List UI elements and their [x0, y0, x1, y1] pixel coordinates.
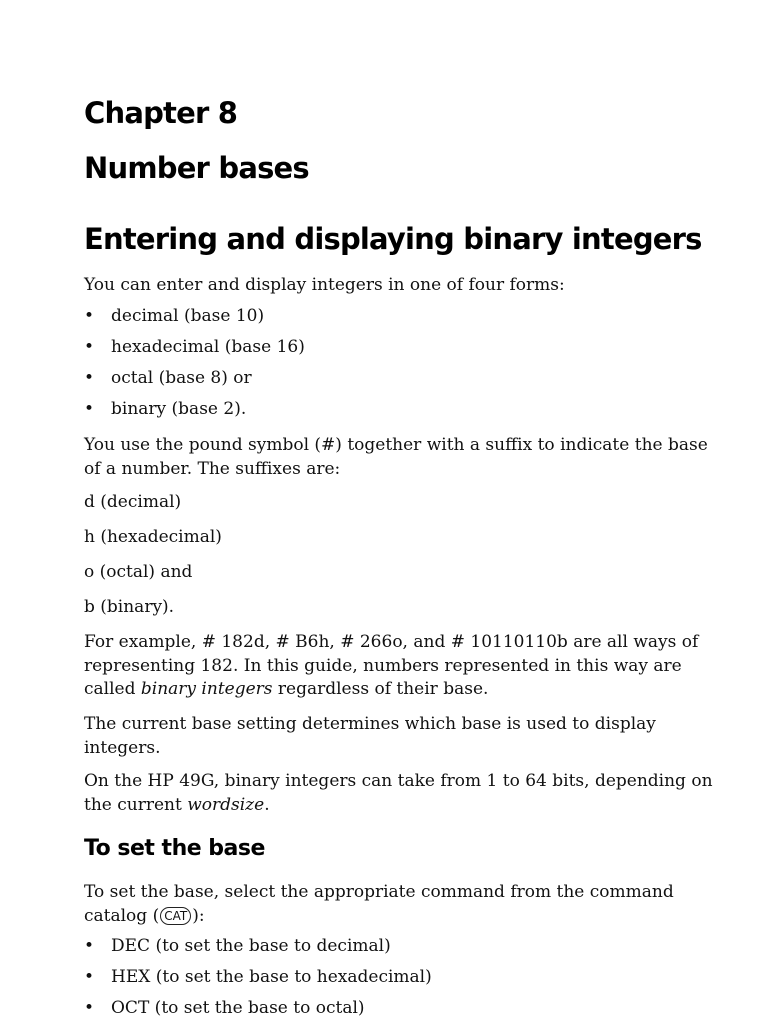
list-item: • OCT (to set the base to octal)	[84, 997, 714, 1021]
bullet: •	[84, 306, 95, 326]
bullet: •	[84, 368, 95, 388]
pound-paragraph: You use the pound symbol (#) together with a suffix to indicate the base of a number. The suffixes are:	[84, 435, 708, 479]
list-item: • DEC (to set the base to decimal)	[84, 935, 714, 959]
bullet: •	[84, 337, 95, 357]
emphasis-wordsize: wordsize	[187, 794, 265, 815]
bullet: •	[84, 998, 95, 1018]
suffix-decimal: d (decimal)	[84, 492, 182, 512]
bullet: •	[84, 399, 95, 419]
list-item: • decimal (base 10)	[84, 305, 714, 329]
chapter-title: Number bases	[84, 151, 309, 185]
wordsize-paragraph: On the HP 49G, binary integers can take from 1 to 64 bits, depending on the current wordsize.	[84, 771, 713, 815]
list-item: • HEX (to set the base to hexadecimal)	[84, 966, 714, 990]
suffix-octal: o (octal) and	[84, 562, 193, 582]
section-title: Entering and displaying binary integers	[84, 222, 702, 256]
list-item: • hexadecimal (base 16)	[84, 336, 714, 360]
list-item: • octal (base 8) or	[84, 367, 714, 391]
current-base-paragraph: The current base setting determines which base is used to display integers.	[84, 714, 656, 758]
intro-paragraph: You can enter and display integers in one of four forms:	[84, 275, 565, 295]
forms-list	[84, 305, 714, 422]
cat-key-icon: CAT	[160, 907, 191, 925]
set-base-paragraph: To set the base, select the appropriate command from the command catalog ( CAT ):	[84, 882, 674, 926]
bullet: •	[84, 936, 95, 956]
example-paragraph: For example, # 182d, # B6h, # 266o, and # 10110110b are all ways of representing 182. In this guide, numbers represented in this way are called binary integers regardless of their base.	[84, 632, 699, 699]
emphasis-binary-integers: binary integers	[140, 679, 273, 699]
bullet: •	[84, 967, 95, 987]
suffix-binary: b (binary).	[84, 597, 175, 617]
subsection-title: To set the base	[84, 836, 265, 861]
commands-list	[84, 935, 714, 1021]
suffix-hexadecimal: h (hexadecimal)	[84, 527, 222, 547]
chapter-number: Chapter 8	[84, 96, 238, 130]
list-item: • binary (base 2).	[84, 398, 714, 422]
